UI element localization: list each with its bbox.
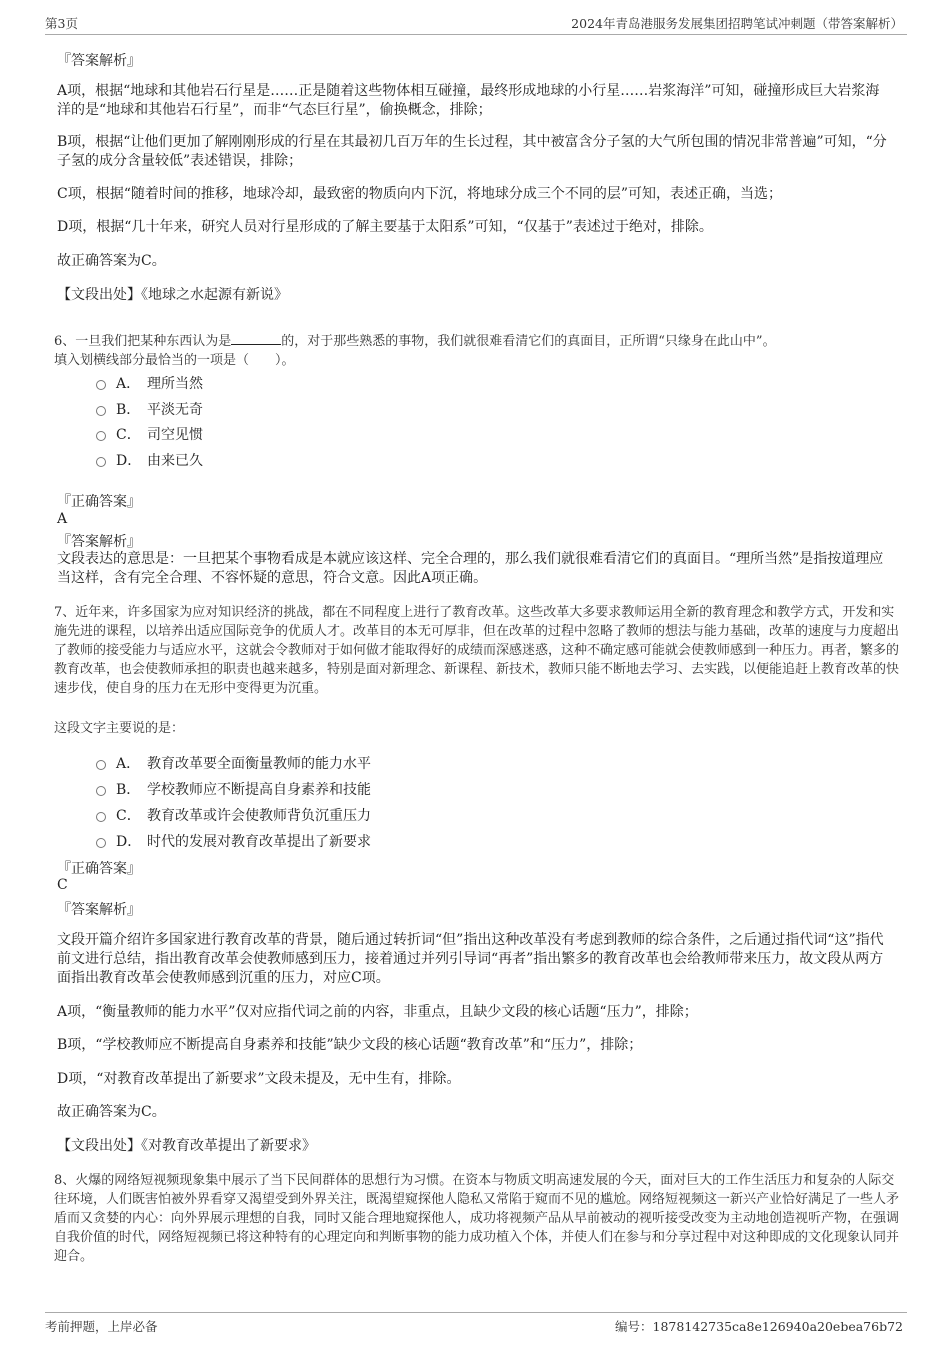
radio-icon[interactable] (96, 406, 106, 416)
question-7-option-c[interactable] (96, 805, 371, 825)
analysis-option-a: A项，根据“地球和其他岩石行星是……正是随着这些物体相互碰撞，最终形成地球的小行星……岩浆海洋”可知，碰撞形成巨大岩浆海洋的是“地球和其他岩石行星”，而非“气态巨行星”，偷换概念，排除； (57, 83, 880, 118)
question-6-analysis: 文段表达的意思是：一旦把某个事物看成是本就应该这样、完全合理的，那么我们就很难看清它们的真面目。“理所当然”是指按道理应当这样，含有完全合理、不容怀疑的意思，符合文意。因此A项正确。 (57, 551, 884, 586)
option-text: 教育改革要全面衡量教师的能力水平 (147, 756, 371, 772)
question-6-option-a[interactable] (96, 373, 203, 393)
document-id: 编号：1878142735ca8e126940a20ebea76b72 (615, 1319, 903, 1334)
question-8-stem: 8、火爆的网络短视频现象集中展示了当下民间群体的思想行为习惯。在资本与物质文明高速发展的今天，面对巨大的工作生活压力和复杂的人际交往环境，人们既害怕被外界看穿又渴望受到外界关注，既渴望窥探他人隐私又常陷于窥而不见的尴尬。网络短视频这一新兴产业恰好满足了一些人矛盾而又贪婪的内心：向外界展示理想的自我，同时又能合理地窥探他人，成功将视频产品从早前被动的视听接受改变为主动地创造视听产物，在强调自我价值的时代，网络短视频已将这种特有的心理定向和判断事物的能力成功植入个体，并使人们在参与和分享过程中对这种即成的文化现象认同并迎合。 (54, 1173, 900, 1264)
footer-slogan: 考前押题，上岸必备 (45, 1319, 158, 1334)
source-citation: 【文段出处】《对教育改革提出了新要求》 (57, 1138, 316, 1154)
option-text: 学校教师应不断提高自身素养和技能 (147, 782, 371, 798)
option-text: 司空见惯 (147, 427, 203, 443)
radio-icon[interactable] (96, 838, 106, 848)
option-text: 时代的发展对教育改革提出了新要求 (147, 834, 371, 850)
question-7-stem: 7、近年来，许多国家为应对知识经济的挑战，都在不同程度上进行了教育改革。这些改革大多要求教师运用全新的教育理念和教学方式，开发和实施先进的课程，以培养出适应国际竞争的优质人才。改革目的本无可厚非，但在改革的过程中忽略了教师的想法与能力基础，改革的速度与力度超出了教师的接受能力与适应水平，这就会令教师对于如何做才能取得好的成绩而深感迷惑，这种不确定感可能就会使教师感到一种压力。再者，繁多的教育改革，也会使教师承担的职责也越来越多，特别是面对新理念、新课程、新技术，教师只能不断地去学习、去实践，以便能追赶上教育改革的快速步伐，使自身的压力在无形中变得更为沉重。 (54, 605, 900, 696)
question-7-analysis: 文段开篇介绍许多国家进行教育改革的背景，随后通过转折词“但”指出这种改革没有考虑到教师的综合条件，之后通过指代词“这”指代前文进行总结，指出教育改革会使教师感到压力，接着通过并列引导词“再者”指出繁多的教育改革也会给教师带来压力，故文段从两方面指出教育改革会使教师感到沉重的压力，对应C项。 (57, 932, 884, 986)
radio-icon[interactable] (96, 380, 106, 390)
question-6-stem-start: 6、一旦我们把某种东西认为是 (54, 334, 232, 349)
fill-blank (231, 332, 281, 345)
option-letter: B． (116, 782, 141, 798)
analysis-option-c: C项，根据“随着时间的推移，地球冷却，最致密的物质向内下沉，将地球分成三个不同的层”可知，表述正确，当选； (57, 186, 783, 202)
option-text: 由来已久 (147, 453, 203, 469)
page-header (45, 14, 907, 35)
radio-icon[interactable] (96, 760, 106, 770)
option-text: 教育改革或许会使教师背负沉重压力 (147, 808, 371, 824)
option-text: 平淡无奇 (147, 402, 203, 418)
radio-icon[interactable] (96, 431, 106, 441)
radio-icon[interactable] (96, 786, 106, 796)
question-6-instruction: 填入划横线部分最恰当的一项是（ ）。 (54, 353, 295, 368)
question-7-option-b[interactable] (96, 779, 371, 799)
question-7-option-d[interactable] (96, 831, 371, 851)
analysis-label: 『答案解析』 (57, 534, 141, 550)
correct-answer-value: C (57, 877, 68, 893)
page-footer (45, 1312, 907, 1334)
option-letter: A． (116, 756, 141, 772)
source-citation: 【文段出处】《地球之水起源有新说》 (57, 287, 288, 303)
question-6-option-c[interactable] (96, 424, 203, 444)
question-6-stem-end: 的，对于那些熟悉的事物，我们就很难看清它们的真面目，正所谓“只缘身在此山中”。 (281, 334, 776, 349)
correct-answer-label: 『正确答案』 (57, 861, 141, 877)
radio-icon[interactable] (96, 812, 106, 822)
question-6-option-d[interactable] (96, 450, 203, 470)
option-letter: A． (116, 376, 141, 392)
option-text: 理所当然 (147, 376, 203, 392)
question-7-option-a[interactable] (96, 753, 371, 773)
correct-answer-value: A (57, 511, 68, 527)
document-title: 2024年青岛港服务发展集团招聘笔试冲刺题（带答案解析） (571, 16, 903, 31)
page-number: 第3页 (45, 16, 78, 31)
analysis-label: 『答案解析』 (57, 902, 141, 918)
question-7-analysis-d: D项，“对教育改革提出了新要求”文段未提及，无中生有，排除。 (57, 1071, 461, 1087)
question-6-option-b[interactable] (96, 399, 203, 419)
option-letter: C． (116, 427, 141, 443)
question-7-analysis-a: A项，“衡量教师的能力水平”仅对应指代词之前的内容，非重点，且缺少文段的核心话题“压力”，排除； (57, 1004, 698, 1020)
question-7-analysis-b: B项，“学校教师应不断提高自身素养和技能”缺少文段的核心话题“教育改革”和“压力”，排除； (57, 1037, 643, 1053)
option-letter: C． (116, 808, 141, 824)
question-7-prompt: 这段文字主要说的是： (54, 721, 185, 736)
question-7-conclusion: 故正确答案为C。 (57, 1104, 166, 1120)
option-letter: D． (116, 453, 142, 469)
analysis-option-b: B项，根据“让他们更加了解刚刚形成的行星在其最初几百万年的生长过程，其中被富含分子氢的大气所包围的情况非常普遍”可知，“分子氢的成分含量较低”表述错误，排除； (57, 134, 887, 169)
analysis-option-d: D项，根据“几十年来，研究人员对行星形成的了解主要基于太阳系”可知，“仅基于”表述过于绝对，排除。 (57, 219, 713, 235)
option-letter: D． (116, 834, 142, 850)
radio-icon[interactable] (96, 457, 106, 467)
option-letter: B． (116, 402, 141, 418)
analysis-label: 『答案解析』 (57, 53, 141, 69)
correct-answer-label: 『正确答案』 (57, 494, 141, 510)
question-6-stem (54, 332, 899, 351)
analysis-conclusion: 故正确答案为C。 (57, 253, 166, 269)
